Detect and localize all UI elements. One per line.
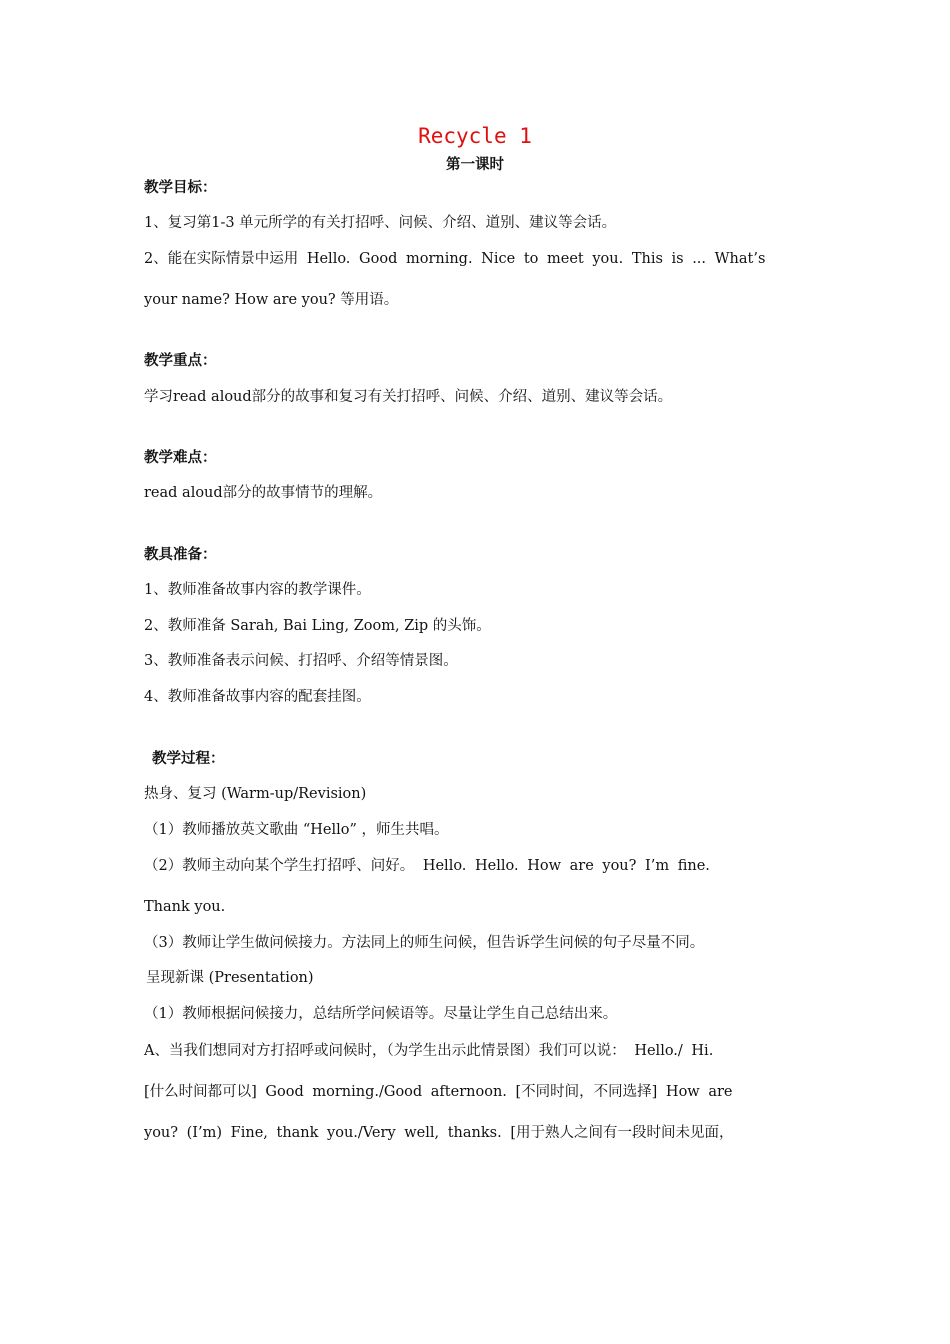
process-line: （1）教师播放英文歌曲 “Hello” ，师生共唱。: [144, 822, 449, 838]
process-line: A、当我们想同对方打招呼或问候时，（为学生出示此情景图）我们可以说： Hello./ Hi.: [144, 1043, 714, 1059]
process-line: Thank you.: [144, 899, 226, 915]
preparation-item: 1、教师准备故事内容的教学课件。: [144, 582, 371, 598]
process-line: you? (I’m) Fine, thank you./Very well, thanks. [用于熟人之间有一段时间未见面，: [144, 1125, 734, 1141]
process-line: （3）教师让学生做问候接力。方法同上的师生问候，但告诉学生问候的句子尽量不同。: [144, 935, 705, 951]
process-line: （1）教师根据问候接力，总结所学问候语等。尽量让学生自己总结出来。: [144, 1006, 618, 1022]
key-points-heading: 教学重点：: [144, 353, 217, 369]
process-heading: 教学过程：: [152, 751, 225, 767]
key-points-text: 学习read aloud部分的故事和复习有关打招呼、问候、介绍、道别、建议等会话。: [144, 389, 673, 405]
document-title: Recycle 1: [418, 124, 532, 148]
process-line: （2）教师主动向某个学生打招呼、问好。 Hello. Hello. How are you? I’m fine.: [144, 858, 710, 874]
lesson-subtitle: 第一课时: [446, 157, 504, 173]
process-line: 热身、复习 (Warm-up/Revision): [144, 786, 367, 802]
preparation-item: 2、教师准备 Sarah, Bai Ling, Zoom, Zip 的头饰。: [144, 618, 491, 634]
objective-item: 1、复习第1-3 单元所学的有关打招呼、问候、介绍、道别、建议等会话。: [144, 215, 617, 231]
difficulties-heading: 教学难点：: [144, 450, 217, 466]
preparation-item: 3、教师准备表示问候、打招呼、介绍等情景图。: [144, 653, 458, 669]
difficulties-text: read aloud部分的故事情节的理解。: [144, 485, 383, 501]
process-line: [什么时间都可以] Good morning./Good afternoon. [不同时间，不同选择] How are: [144, 1084, 733, 1100]
preparation-heading: 教具准备：: [144, 547, 217, 563]
process-line: 呈现新课 (Presentation): [146, 970, 314, 986]
objectives-heading: 教学目标：: [144, 180, 217, 196]
objective-item: 2、能在实际情景中运用 Hello. Good morning. Nice to meet you. This is ... What’s: [144, 251, 766, 267]
objective-item: your name? How are you? 等用语。: [144, 292, 399, 308]
preparation-item: 4、教师准备故事内容的配套挂图。: [144, 689, 371, 705]
